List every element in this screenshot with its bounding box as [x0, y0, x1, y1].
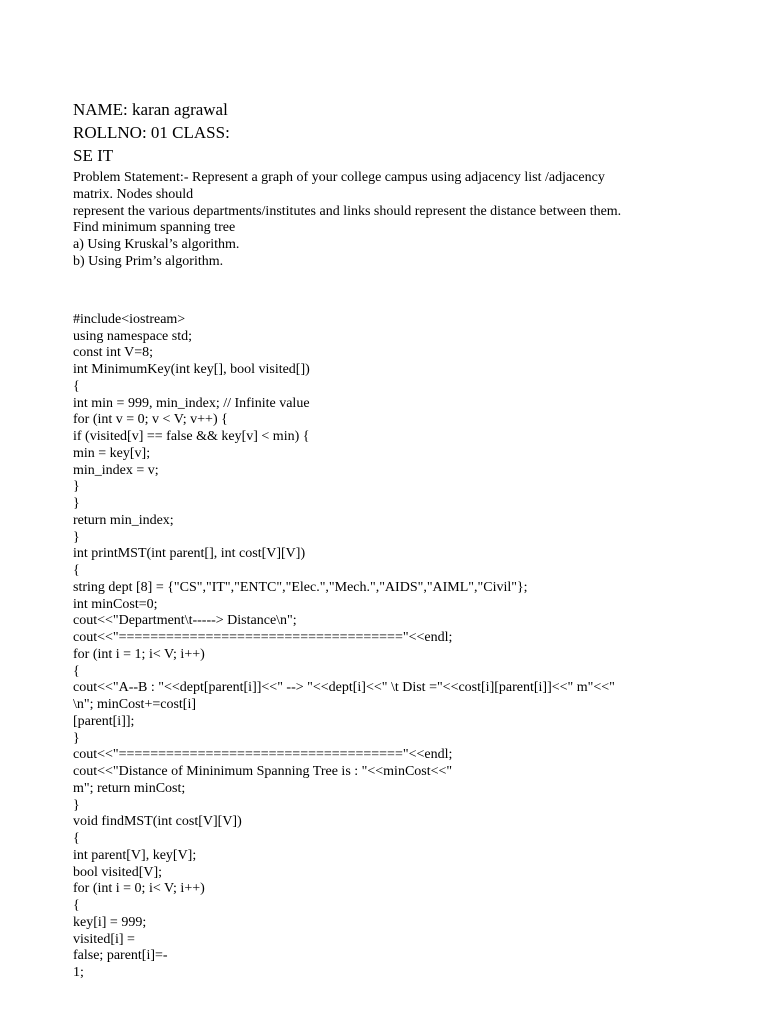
- code-line: {: [73, 663, 80, 679]
- student-rollno-class: ROLLNO: 01 CLASS:: [73, 123, 230, 142]
- code-line: {: [73, 378, 80, 394]
- code-line: cout<<"A--B : "<<dept[parent[i]]<<" --> "<<dept[i]<<" \t Dist ="<<cost[i][parent[i]]<<" m"<<": [73, 680, 615, 696]
- code-line: for (int i = 0; i< V; i++): [73, 881, 205, 897]
- code-line: int printMST(int parent[], int cost[V][V]): [73, 546, 306, 562]
- code-line: }: [73, 529, 80, 545]
- code-line: 1;: [73, 965, 84, 981]
- problem-line: a) Using Kruskal’s algorithm.: [73, 237, 240, 253]
- code-line: #include<iostream>: [73, 311, 186, 327]
- document-page: [73, 98, 693, 982]
- student-class: SE IT: [73, 146, 114, 165]
- code-line: for (int v = 0; v < V; v++) {: [73, 412, 228, 428]
- student-name: NAME: karan agrawal: [73, 100, 228, 119]
- code-line: }: [73, 479, 80, 495]
- problem-line: Problem Statement:- Represent a graph of your college campus using adjacency list /adjacency: [73, 170, 605, 185]
- code-line: cout<<"Distance of Mininimum Spanning Tree is : "<<minCost<<": [73, 764, 453, 780]
- code-line: min_index = v;: [73, 462, 159, 478]
- student-header: [73, 98, 693, 167]
- code-line: {: [73, 831, 80, 847]
- code-line: cout<<"===================================="<<endl;: [73, 630, 453, 646]
- code-line: if (visited[v] == false && key[v] < min) {: [73, 429, 310, 445]
- problem-line: b) Using Prim’s algorithm.: [73, 253, 224, 269]
- code-line: {: [73, 563, 80, 579]
- code-line: int MinimumKey(int key[], bool visited[]): [73, 362, 310, 378]
- code-line: return min_index;: [73, 512, 174, 528]
- code-line: using namespace std;: [73, 328, 192, 344]
- code-line: {: [73, 898, 80, 914]
- code-line: m"; return minCost;: [73, 780, 186, 796]
- code-line: \n"; minCost+=cost[i]: [73, 697, 197, 713]
- code-line: int minCost=0;: [73, 596, 158, 612]
- code-line: false; parent[i]=-: [73, 948, 168, 964]
- code-listing: [73, 312, 693, 982]
- code-line: visited[i] =: [73, 931, 135, 947]
- code-line: [parent[i]];: [73, 713, 135, 729]
- code-line: bool visited[V];: [73, 864, 163, 880]
- code-line: const int V=8;: [73, 345, 153, 361]
- code-line: int parent[V], key[V];: [73, 847, 197, 863]
- code-line: }: [73, 730, 80, 746]
- code-line: void findMST(int cost[V][V]): [73, 814, 242, 830]
- code-line: cout<<"===================================="<<endl;: [73, 747, 453, 763]
- code-line: key[i] = 999;: [73, 914, 147, 930]
- code-line: cout<<"Department\t-----> Distance\n";: [73, 613, 297, 629]
- code-line: min = key[v];: [73, 445, 151, 461]
- code-line: for (int i = 1; i< V; i++): [73, 646, 205, 662]
- problem-line: matrix. Nodes should: [73, 186, 194, 202]
- code-line: int min = 999, min_index; // Infinite value: [73, 395, 310, 411]
- code-line: }: [73, 496, 80, 512]
- problem-line: Find minimum spanning tree: [73, 220, 236, 236]
- problem-statement: [73, 170, 693, 271]
- code-line: string dept [8] = {"CS","IT","ENTC","Elec.","Mech.","AIDS","AIML","Civil"};: [73, 579, 528, 595]
- code-line: }: [73, 797, 80, 813]
- problem-line: represent the various departments/institutes and links should represent the distance between them.: [73, 203, 622, 219]
